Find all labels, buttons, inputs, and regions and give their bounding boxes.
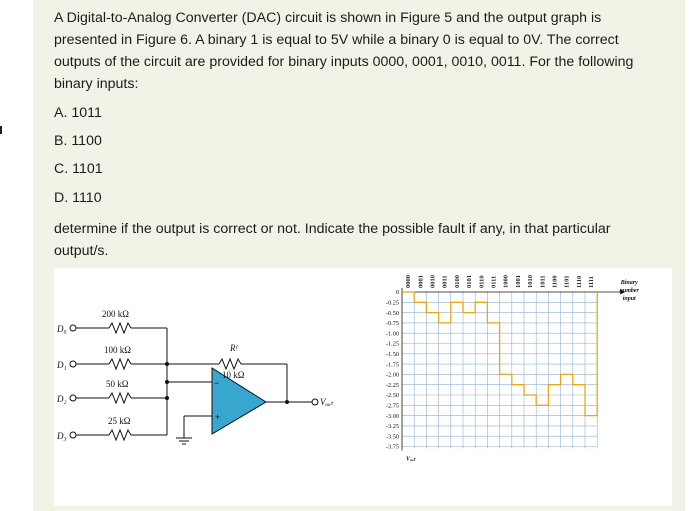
resistor-100k: [109, 359, 131, 369]
y-axis-title: Vₒᵤₜ: [406, 456, 416, 463]
junction-dot: [285, 400, 289, 404]
minus-sign: −: [214, 378, 220, 388]
resistor-label-200k: 200 kΩ: [102, 309, 129, 319]
y-tick-label: -1.75: [385, 361, 399, 369]
x-category-label: 0110: [478, 275, 486, 288]
d2-terminal: [70, 395, 76, 401]
x-axis-title: input: [622, 296, 636, 302]
y-tick-label: -1.50: [385, 351, 399, 358]
option-b: B. 1100: [54, 133, 102, 149]
input-label-d3: D₃: [57, 431, 67, 441]
x-category-label: 1110: [575, 275, 583, 288]
y-zero-label: 0: [395, 289, 399, 297]
x-category-label: 0100: [453, 275, 461, 288]
x-category-label: 0001: [417, 275, 425, 288]
feedback-value: 10 kΩ: [222, 370, 245, 380]
d0-terminal: [70, 325, 76, 331]
d1-terminal: [70, 361, 76, 367]
question-line-2: presented in Figure 6. A binary 1 is equal to 5V while a binary 0 is equal to 0V. The correct: [54, 32, 619, 48]
y-tick-label: -2.00: [385, 371, 399, 379]
resistor-label-50k: 50 kΩ: [106, 379, 129, 389]
x-category-label: 1111: [588, 276, 596, 288]
x-category-label: 0111: [490, 275, 498, 288]
option-a: A. 1011: [54, 105, 102, 121]
y-tick-label: -3.00: [385, 412, 399, 420]
output-graph: [386, 275, 640, 463]
x-category-label: 1001: [514, 275, 522, 288]
question-line-3: outputs of the circuit are provided for binary inputs 0000, 0001, 0010, 0011. For the following: [54, 54, 634, 70]
question-line-1: A Digital-to-Analog Converter (DAC) circuit is shown in Figure 5 and the output graph is: [54, 10, 602, 26]
figure-panel: [54, 268, 672, 506]
junction-dot: [165, 362, 169, 366]
plus-sign: +: [215, 412, 221, 422]
feedback-resistor: [219, 359, 241, 369]
junction-dot: [165, 396, 169, 400]
x-category-label: 1010: [527, 275, 535, 288]
x-category-label: 0010: [429, 275, 437, 288]
y-tick-label: -2.25: [385, 381, 399, 389]
question-line-4: binary inputs:: [54, 76, 139, 92]
x-category-label: 0011: [441, 275, 449, 288]
instruction-line-1: determine if the output is correct or not. Indicate the possible fault if any, in that particular: [54, 221, 611, 237]
dac-figure: [54, 268, 672, 506]
y-tick-label: -0.75: [385, 320, 399, 328]
resistor-label-100k: 100 kΩ: [104, 345, 131, 355]
y-tick-label: -3.50: [385, 433, 399, 441]
y-tick-label: -0.50: [385, 309, 399, 317]
x-category-label: 1100: [551, 275, 559, 288]
input-label-d1: D₁: [57, 360, 67, 370]
output-label: Vₒᵤₜ: [320, 397, 334, 407]
x-axis-title: number: [619, 288, 639, 294]
edge-mark: [0, 126, 2, 134]
x-category-label: 0000: [405, 275, 413, 288]
y-tick-label: -1.00: [385, 330, 399, 338]
instruction-line-2: output/s.: [54, 243, 109, 259]
x-category-label: 1011: [539, 275, 547, 288]
y-tick-label: -2.50: [385, 392, 399, 400]
x-category-label: 1101: [563, 275, 571, 288]
feedback-label: Rᶠ: [230, 343, 238, 353]
resistor-200k: [109, 323, 131, 333]
y-tick-label: -3.25: [385, 423, 399, 431]
y-tick-label: -0.25: [385, 299, 399, 307]
output-terminal: [312, 399, 318, 405]
y-tick-label: -2.75: [385, 402, 399, 410]
d3-terminal: [70, 432, 76, 438]
option-d: D. 1110: [54, 190, 102, 206]
input-label-d2: D₂: [57, 394, 67, 404]
resistor-50k: [109, 393, 131, 403]
y-tick-label: -3.75: [385, 443, 399, 451]
junction-dot: [165, 380, 169, 384]
input-label-d0: D₀: [57, 324, 67, 334]
resistor-label-25k: 25 kΩ: [108, 416, 131, 426]
x-category-label: 1000: [502, 275, 510, 288]
x-axis-title: Binary: [620, 280, 638, 286]
resistor-25k: [109, 430, 131, 440]
option-c: C. 1101: [54, 161, 103, 177]
y-tick-label: -1.25: [385, 340, 399, 348]
x-category-label: 0101: [466, 275, 474, 288]
